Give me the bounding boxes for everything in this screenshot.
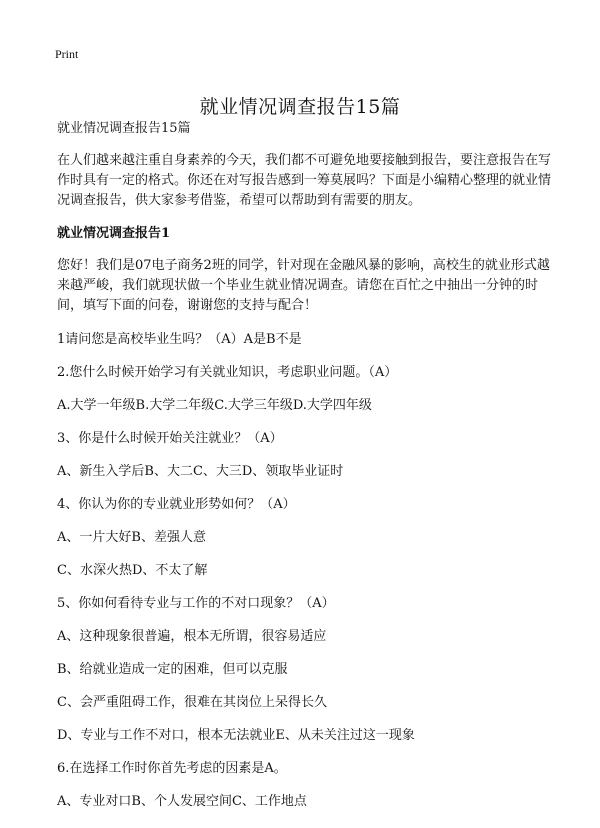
answer-options-line: C、会严重阻碍工作，很难在其岗位上呆得长久 — [57, 695, 327, 710]
question-line: 5、你如何看待专业与工作的不对口现象？（A） — [57, 596, 335, 611]
intro-paragraph: 在人们越来越注重自身素养的今天，我们都不可避免地要接触到报告，要注意报告在写作时具有一定的格式。你还在对写报告感到一筹莫展吗？下面是小编精心整理的就业情况调查报告，供大家参考借鉴，希望可以帮助到有需要的朋友。 — [57, 153, 552, 208]
answer-options-line: A.大学一年级B.大学二年级C.大学三年级D.大学四年级 — [57, 398, 372, 413]
question-line: 6.在选择工作时你首先考虑的因素是A。 — [57, 761, 287, 776]
answer-options-line: A、专业对口B、个人发展空间C、工作地点 — [57, 794, 307, 809]
answer-options-line: B、给就业造成一定的困难，但可以克服 — [57, 662, 288, 677]
answer-options-line: A、一片大好B、差强人意 — [57, 530, 206, 545]
print-link[interactable]: Print — [55, 47, 79, 61]
answer-options-line: A、新生入学后B、大二C、大三D、领取毕业证时 — [57, 464, 344, 479]
survey-intro-paragraph: 您好！我们是07电子商务2班的同学，针对现在金融风暴的影响，高校生的就业形式越来越严峻，我们就现状做一个毕业生就业情况调查。请您在百忙之中抽出一分钟的时间，填写下面的问卷，谢谢您的支持与配合！ — [57, 258, 550, 313]
document-subtitle: 就业情况调查报告15篇 — [57, 121, 191, 136]
answer-options-line: A、这种现象很普遍，根本无所谓，很容易适应 — [57, 629, 327, 644]
answer-options-line: C、水深火热D、不太了解 — [57, 563, 208, 578]
document-body — [57, 119, 552, 825]
page-title: 就业情况调查报告15篇 — [199, 95, 401, 118]
answer-options-line: D、专业与工作不对口，根本无法就业E、从未关注过这一现象 — [57, 728, 415, 743]
question-line: 1请问您是高校毕业生吗？（A）A是B不是 — [57, 332, 302, 347]
question-line: 4、你认为你的专业就业形势如何？（A） — [57, 497, 296, 512]
question-line: 3、你是什么时候开始关注就业？（A） — [57, 431, 283, 446]
question-line: 2.您什么时候开始学习有关就业知识，考虑职业问题。（A） — [57, 365, 398, 380]
section-heading: 就业情况调查报告1 — [57, 226, 171, 241]
